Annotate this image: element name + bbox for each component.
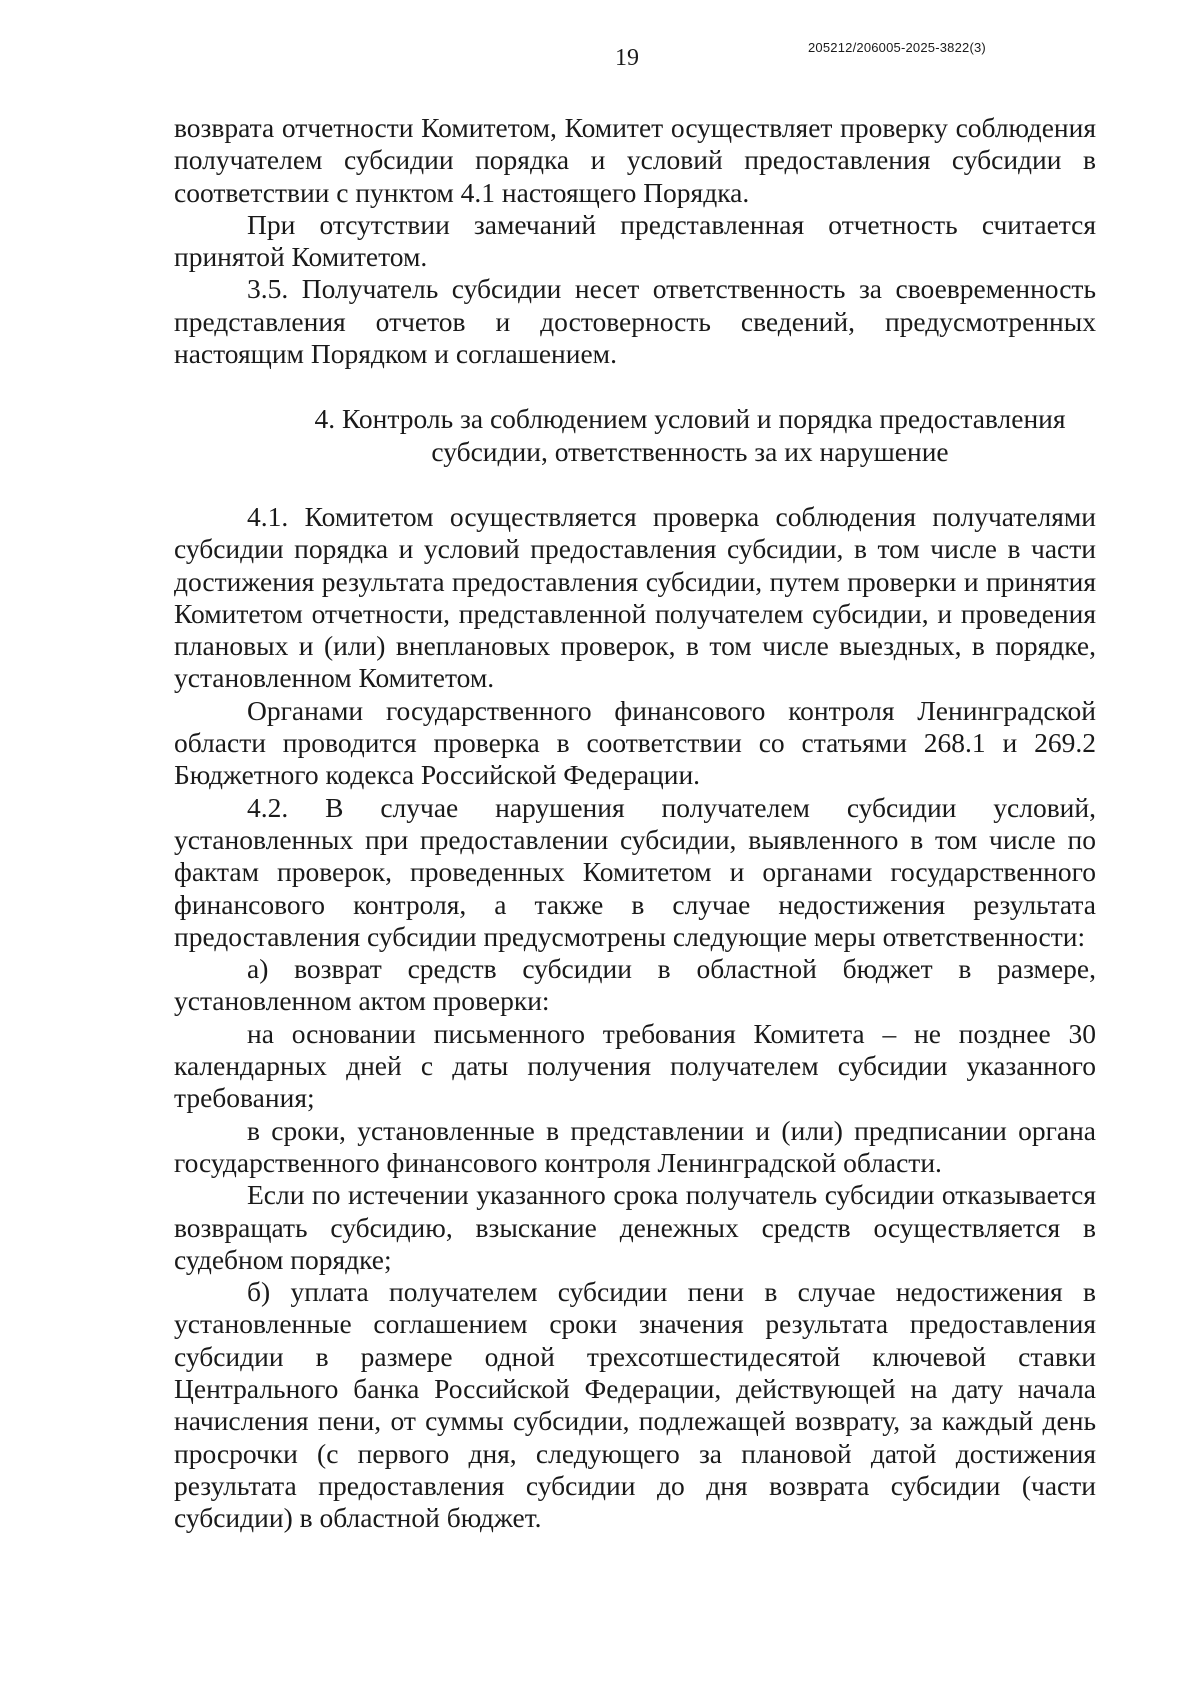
paragraph-financial-control: Органами государственного финансового контроля Ленинградской области проводится проверка в соответствии со статьями 268.1 и 269.2 Бюджетного кодекса Российской Федерации.: [174, 694, 1096, 791]
section-heading-line-1: 4. Контроль за соблюдением условий и порядка предоставления: [314, 403, 1066, 435]
section-heading-line-2: субсидии, ответственность за их нарушение: [431, 435, 949, 467]
paragraph-written-requirement: на основании письменного требования Комитета – не позднее 30 календарных дней с даты получения получателем субсидии указанного требования;: [174, 1017, 1096, 1114]
section-4-body: [174, 501, 1096, 1535]
paragraph-b-penalty: б) уплата получателем субсидии пени в случае недостижения в установленные соглашением сроки значения результата предоставления субсидии в размере одной трехсотшестидесятой ключевой ставки Центрального банка Российской Федерации, действующей на дату начала начисления пени, от суммы субсидии, подлежащей возврату, за каждый день просрочки (с первого дня, следующего за плановой датой достижения результата предоставления субсидии до дня возврата субсидии (части субсидии) в областной бюджет.: [174, 1276, 1096, 1534]
paragraph-continuation: возврата отчетности Комитетом, Комитет осуществляет проверку соблюдения получателем субсидии порядка и условий предоставления субсидии в соответствии с пунктом 4.1 настоящего Порядка.: [174, 112, 1096, 208]
document-id: 205212/206005-2025-3822(3): [808, 40, 986, 55]
paragraph-no-remarks: При отсутствии замечаний представленная отчетность считается принятой Комитетом.: [174, 208, 1096, 273]
paragraph-4-2: 4.2. В случае нарушения получателем субсидии условий, установленных при предоставлении субсидии, выявленного в том числе по фактам проверок, проведенных Комитетом и органами государственного финансового контроля, а также в случае недостижения результата предоставления субсидии предусмотрены следующие меры ответственности:: [174, 791, 1096, 952]
section-heading: [174, 403, 1096, 468]
paragraph-3-5: 3.5. Получатель субсидии несет ответственность за своевременность представления отчетов и достоверность сведений, предусмотренных настоящим Порядком и соглашением.: [174, 273, 1096, 370]
paragraph-4-1: 4.1. Комитетом осуществляется проверка соблюдения получателями субсидии порядка и условий предоставления субсидии, в том числе в части достижения результата предоставления субсидии, путем проверки и принятия Комитетом отчетности, представленной получателем субсидии, и проведения плановых и (или) внеплановых проверок, в том числе выездных, в порядке, установленном Комитетом.: [174, 500, 1096, 694]
paragraph-a-refund: а) возврат средств субсидии в областной бюджет в размере, установленном актом проверки:: [174, 953, 1096, 1017]
paragraph-court-recovery: Если по истечении указанного срока получатель субсидии отказывается возвращать субсидию, взыскание денежных средств осуществляется в судебном порядке;: [174, 1179, 1096, 1275]
document-body: [174, 112, 1096, 1534]
paragraph-deadlines: в сроки, установленные в представлении и (или) предписании органа государственного финансового контроля Ленинградской области.: [174, 1114, 1096, 1178]
page-number: 19: [615, 45, 639, 71]
